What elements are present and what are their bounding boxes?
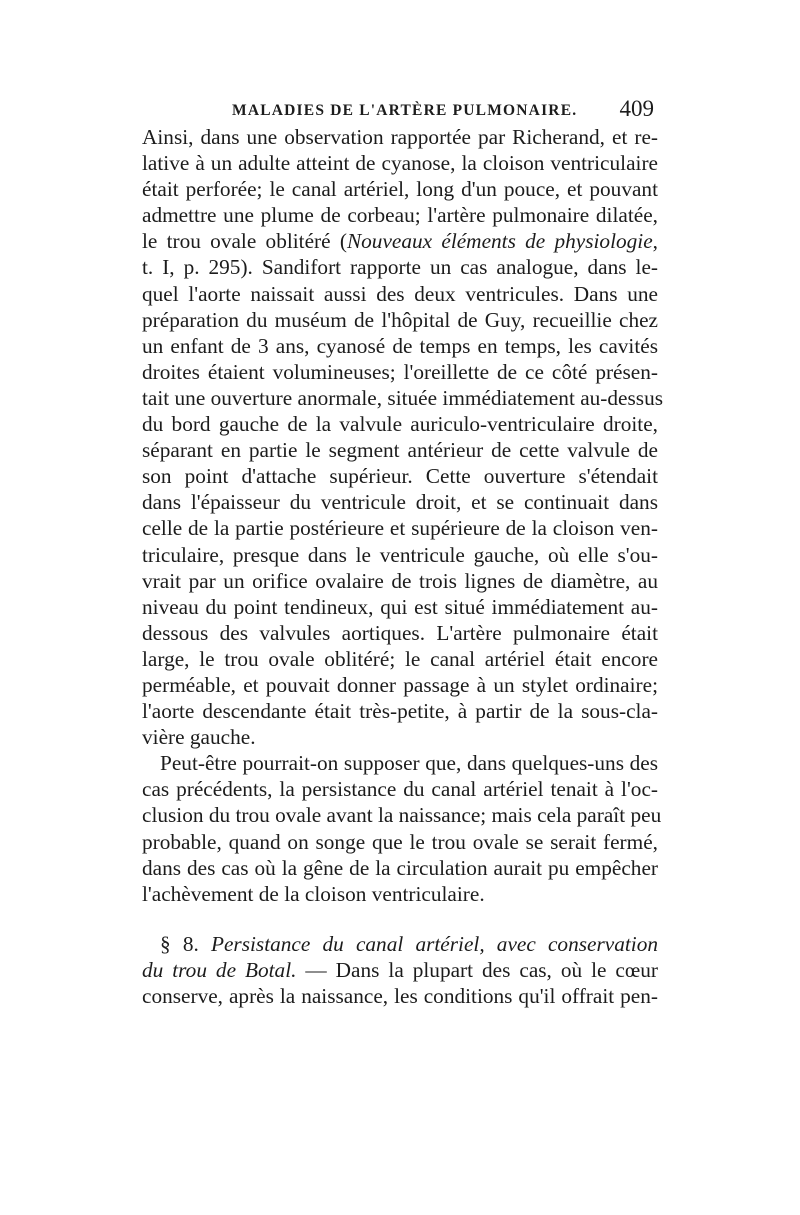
text-line: l'aorte descendante était très-petite, à partir de la sous-cla- — [142, 699, 658, 724]
text-line: l'achèvement de la cloison ventriculaire. — [142, 881, 485, 906]
text-line: Peut-être pourrait-on supposer que, dans quelques-uns des — [160, 751, 658, 776]
body-text — [142, 124, 664, 1009]
text-line: dessous des valvules aortiques. L'artère pulmonaire était — [142, 620, 658, 645]
text-line: admettre une plume de corbeau; l'artère pulmonaire dilatée, — [142, 203, 658, 228]
text-segment: — Dans la plupart des cas, où le cœur — [305, 957, 659, 982]
text-line: cas précédents, la persistance du canal artériel tenait à l'oc- — [142, 777, 658, 802]
section-title-cont: du trou de Botal. — [142, 957, 297, 982]
cited-title: Nouveaux éléments de physiologie — [346, 229, 653, 254]
text-line: vrait par un orifice ovalaire de trois lignes de diamètre, au — [142, 568, 658, 593]
text-line: dans l'épaisseur du ventricule droit, et se continuait dans — [142, 490, 658, 515]
running-title: MALADIES DE L'ARTÈRE PULMONAIRE. — [232, 102, 578, 119]
text-segment: le trou ovale oblitéré ( — [142, 229, 347, 254]
text-line: séparant en partie le segment antérieur de cette valvule de — [142, 438, 658, 463]
text-line: lative à un adulte atteint de cyanose, la cloison ventriculaire — [142, 151, 658, 176]
text-line: droites étaient volumineuses; l'oreillette de ce côté présen- — [142, 359, 658, 384]
text-line: dans des cas où la gêne de la circulation aurait pu empêcher — [142, 855, 658, 880]
text-line: du bord gauche de la valvule auriculo-ventriculaire droite, — [142, 412, 658, 437]
paragraph-gap — [142, 907, 658, 931]
text-line: quel l'aorte naissait aussi des deux ventricules. Dans une — [142, 281, 658, 306]
section-title: Persistance du canal artériel, avec conservation — [210, 931, 658, 956]
text-segment: , — [652, 229, 658, 254]
text-line: perméable, et pouvait donner passage à un stylet ordinaire; — [142, 672, 658, 697]
section-heading-line — [142, 931, 658, 957]
text-line: large, le trou ovale oblitéré; le canal artériel était encore — [142, 646, 658, 671]
text-line — [142, 228, 658, 254]
running-head — [142, 96, 654, 126]
text-line: t. I, p. 295). Sandifort rapporte un cas analogue, dans le- — [142, 255, 658, 280]
text-line: un enfant de 3 ans, cyanosé de temps en temps, les cavités — [142, 333, 658, 358]
text-line: probable, quand on songe que le trou ovale se serait fermé, — [142, 829, 658, 854]
text-line: Ainsi, dans une observation rapportée par Richerand, et re- — [142, 125, 658, 149]
text-line: celle de la partie postérieure et supérieure de la cloison ven- — [142, 516, 658, 541]
text-line: préparation du muséum de l'hôpital de Guy, recueillie chez — [142, 307, 658, 332]
text-line: son point d'attache supérieur. Cette ouverture s'étendait — [142, 464, 658, 489]
text-line: vière gauche. — [142, 725, 256, 750]
text-line: tait une ouverture anormale, située immédiatement au-dessus — [142, 385, 664, 410]
text-line: clusion du trou ovale avant la naissance; mais cela paraît peu — [142, 803, 662, 828]
text-line: était perforée; le canal artériel, long d'un pouce, et pouvant — [142, 177, 658, 202]
text-line: conserve, après la naissance, les conditions qu'il offrait pen- — [142, 984, 658, 1008]
text-line: triculaire, presque dans le ventricule gauche, où elle s'ou- — [142, 542, 658, 567]
section-number: § 8. — [160, 931, 199, 956]
text-line: niveau du point tendineux, qui est situé immédiatement au- — [142, 594, 658, 619]
text-line — [142, 957, 658, 983]
page-number: 409 — [619, 96, 654, 121]
